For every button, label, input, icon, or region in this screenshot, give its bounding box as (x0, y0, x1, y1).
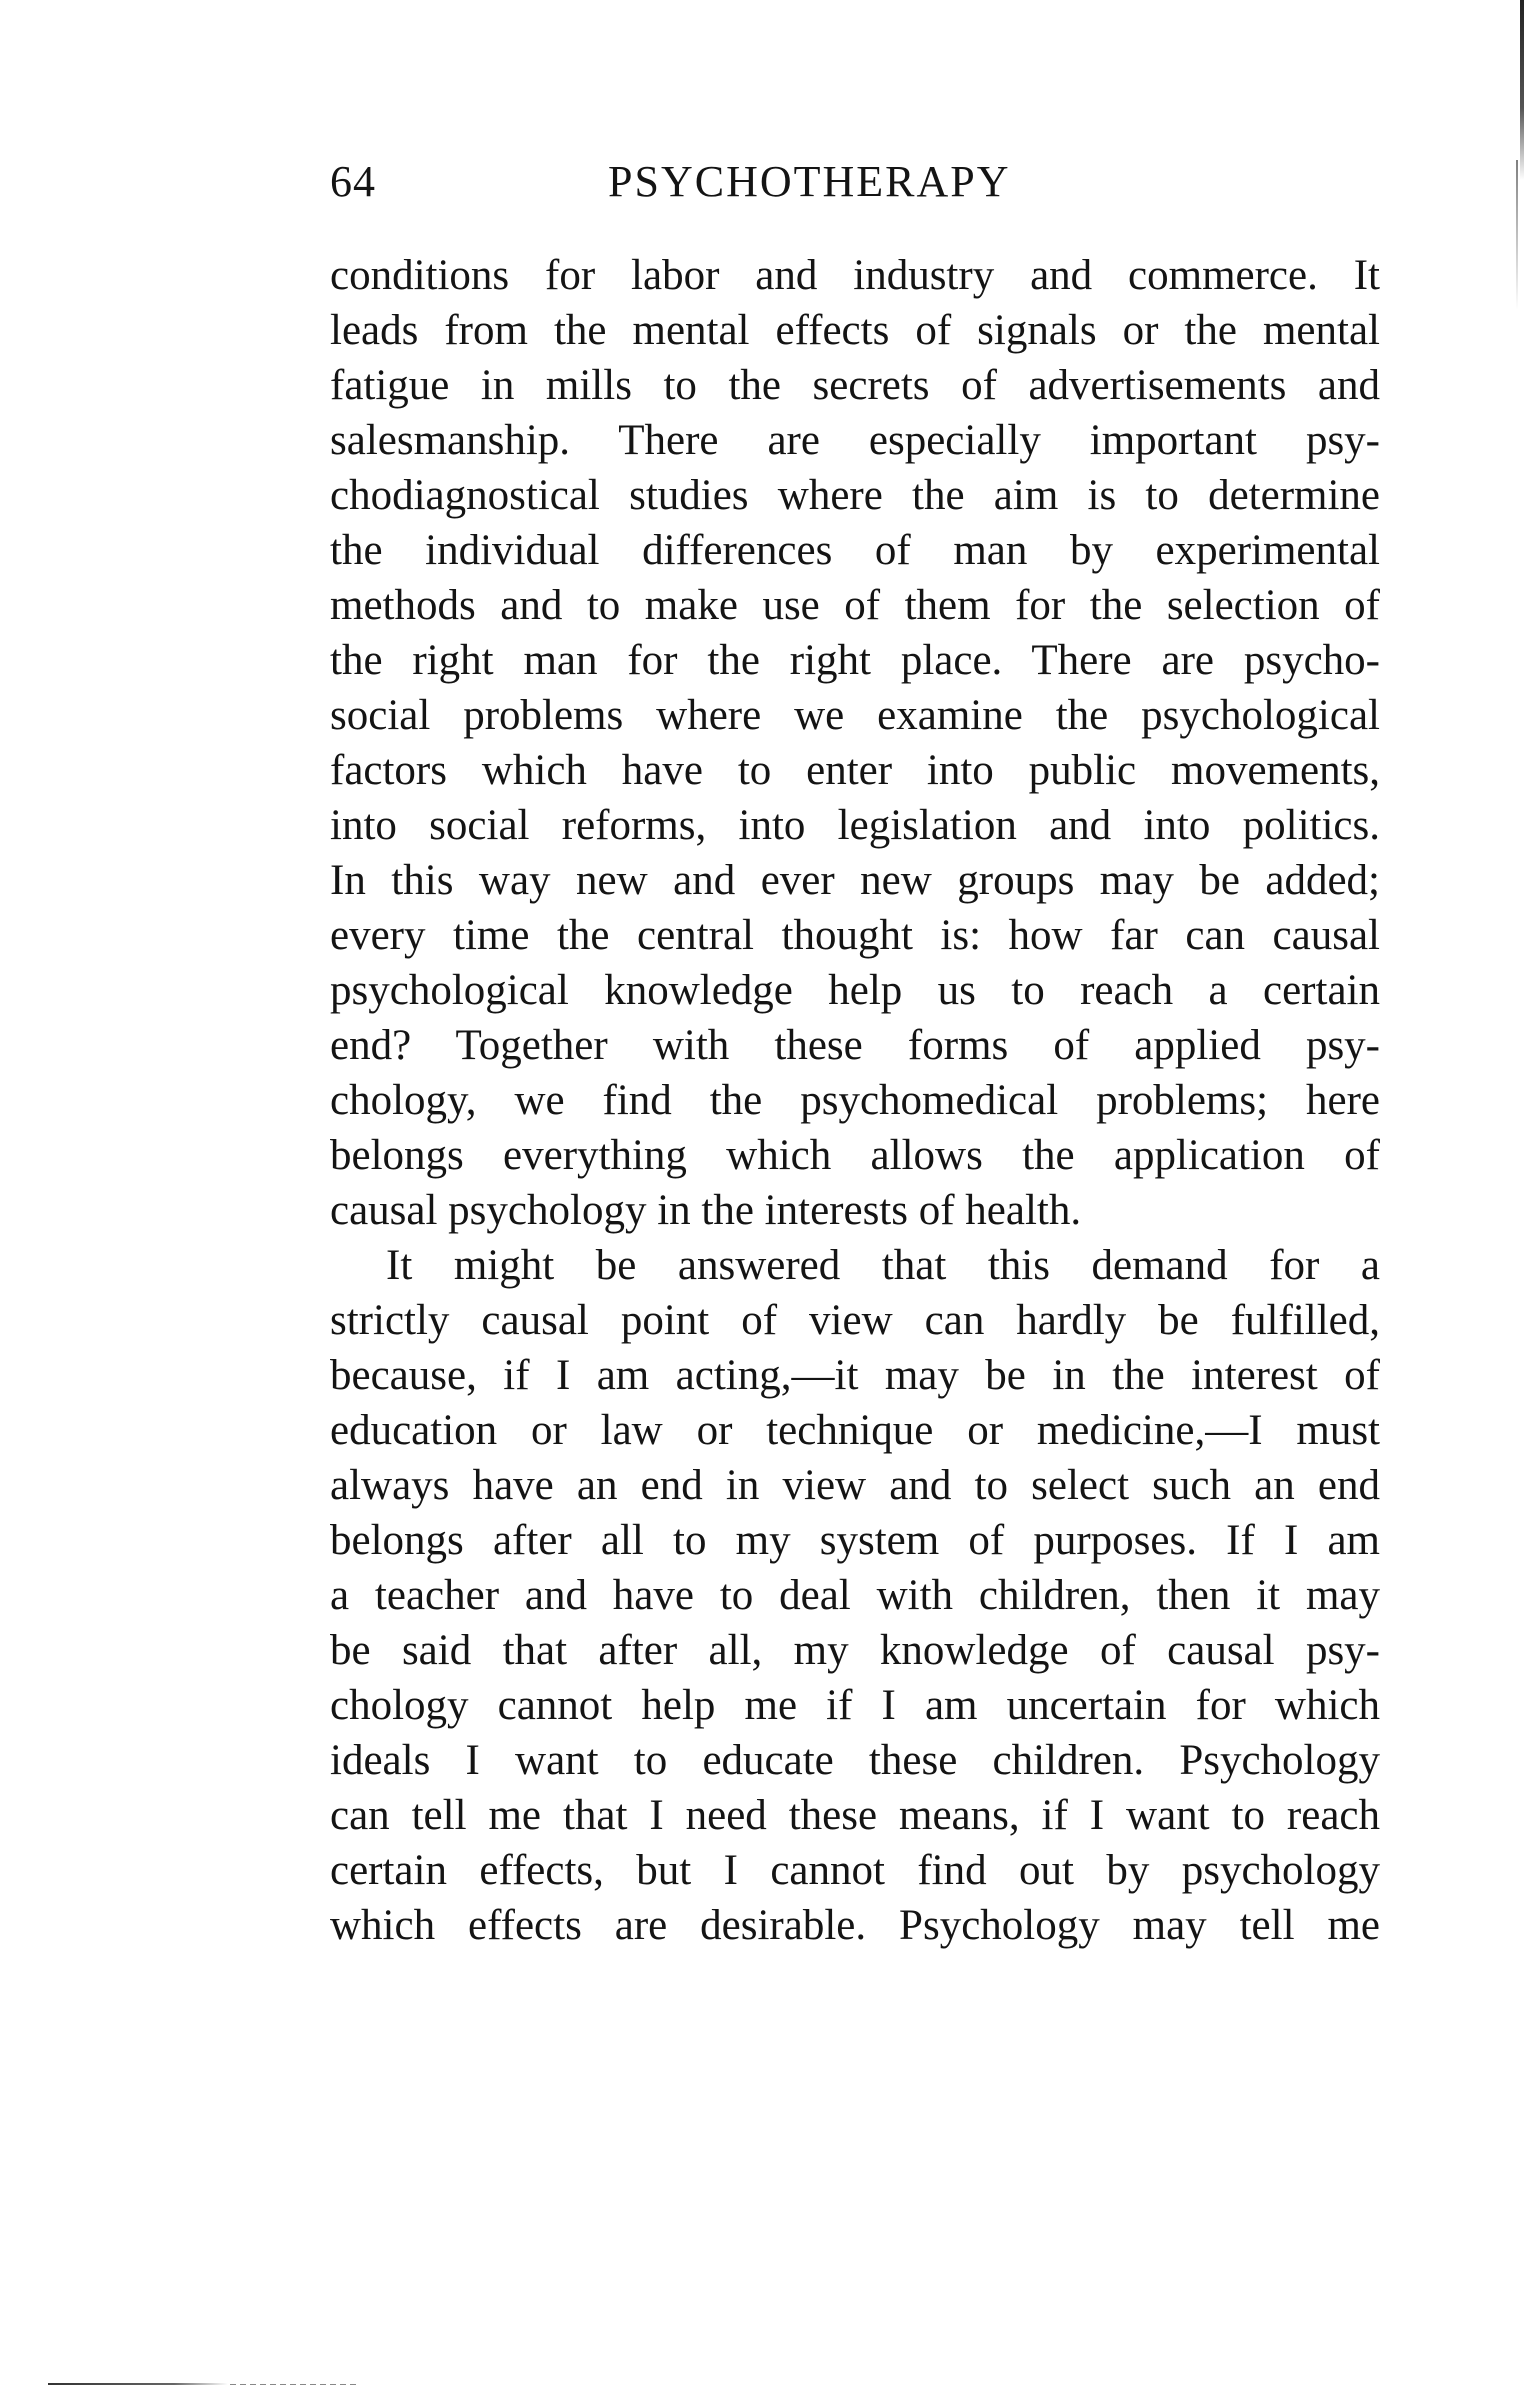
text-line: the individual differences of man by experimental (330, 527, 1380, 574)
text-line: methods and to make use of them for the selection of (330, 582, 1380, 629)
text-line: always have an end in view and to select such an end (330, 1462, 1380, 1509)
text-line: chodiagnostical studies where the aim is to determine (330, 472, 1380, 519)
text-line: fatigue in mills to the secrets of advertisements and (330, 362, 1380, 409)
text-line: which effects are desirable. Psychology may tell me (330, 1902, 1380, 1949)
text-line: social problems where we examine the psychological (330, 692, 1380, 739)
text-line: into social reforms, into legislation and into politics. (330, 802, 1380, 849)
text-line: psychological knowledge help us to reach a certain (330, 967, 1380, 1014)
text-line: education or law or technique or medicine,—I must (330, 1407, 1380, 1454)
page-header (330, 152, 1380, 212)
page-number: 64 (330, 157, 376, 206)
running-title: PSYCHOTHERAPY (608, 157, 1011, 206)
text-line: chology cannot help me if I am uncertain for which (330, 1682, 1380, 1729)
text-line: can tell me that I need these means, if I want to reach (330, 1792, 1380, 1839)
text-line: belongs everything which allows the application of (330, 1132, 1380, 1179)
body-text (330, 248, 1380, 1953)
text-line: ideals I want to educate these children. Psychology (330, 1737, 1380, 1784)
text-line: belongs after all to my system of purposes. If I am (330, 1517, 1380, 1564)
text-line: strictly causal point of view can hardly be fulfilled, (330, 1297, 1380, 1344)
text-line: a teacher and have to deal with children, then it may (330, 1572, 1380, 1619)
text-line: every time the central thought is: how far can causal (330, 912, 1380, 959)
scan-edge-shadow-secondary (1516, 160, 1518, 310)
text-line: In this way new and ever new groups may be added; (330, 857, 1380, 904)
text-line: leads from the mental effects of signals or the mental (330, 307, 1380, 354)
text-line: It might be answered that this demand for a (386, 1242, 1380, 1289)
scan-bottom-edge-dotted (230, 2384, 360, 2385)
text-line: end? Together with these forms of applied psy- (330, 1022, 1380, 1069)
scan-bottom-edge (48, 2383, 228, 2385)
text-line: because, if I am acting,—it may be in the interest of (330, 1352, 1380, 1399)
text-line: causal psychology in the interests of health. (330, 1187, 1082, 1234)
text-line: salesmanship. There are especially important psy- (330, 417, 1380, 464)
text-line: the right man for the right place. There are psycho- (330, 637, 1380, 684)
text-line: chology, we find the psychomedical problems; here (330, 1077, 1380, 1124)
scan-edge-shadow (1520, 0, 1524, 180)
text-line: factors which have to enter into public movements, (330, 747, 1380, 794)
text-line: be said that after all, my knowledge of causal psy- (330, 1627, 1380, 1674)
text-line: conditions for labor and industry and commerce. It (330, 252, 1380, 299)
text-line: certain effects, but I cannot find out by psychology (330, 1847, 1380, 1894)
